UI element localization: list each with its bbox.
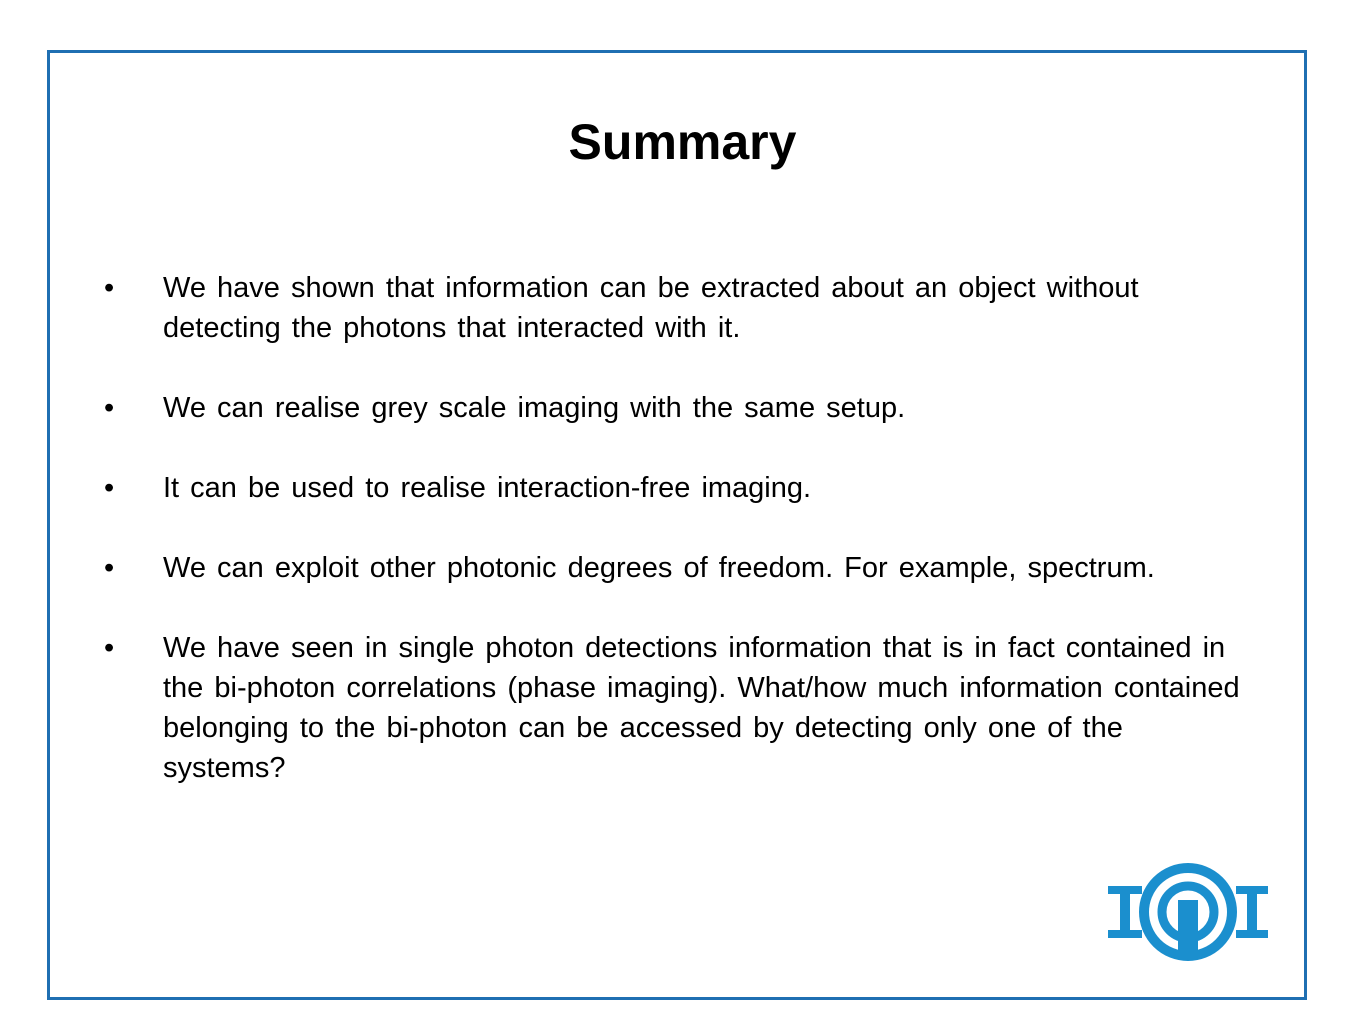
bullet-text: We can realise grey scale imaging with the same setup. (163, 392, 906, 424)
bullet-list (104, 268, 1244, 828)
slide-title: Summary (568, 114, 797, 170)
bullet-text: We have shown that information can be extracted about an object without detecting the photons that interacted with it. (163, 272, 1139, 344)
bullet-marker: • (104, 552, 115, 584)
logo-left-i (1108, 886, 1142, 938)
bullet-text: It can be used to realise interaction-free imaging. (163, 472, 812, 504)
bullet-marker: • (104, 392, 115, 424)
bullet-item (104, 468, 1244, 508)
bullet-text: We have seen in single photon detections information that is in fact contained in the bi-photon correlations (phase imaging). What/how much information contained belonging to the bi-photon can be accessed by detecting only one of the systems? (163, 632, 1240, 784)
logo-q (1144, 868, 1232, 958)
bullet-marker: • (104, 632, 115, 664)
bullet-marker: • (104, 472, 115, 504)
logo-right-i (1236, 886, 1268, 938)
bullet-item (104, 548, 1244, 588)
bullet-text: We can exploit other photonic degrees of freedom. For example, spectrum. (163, 552, 1155, 584)
bullet-item (104, 628, 1244, 788)
bullet-item (104, 268, 1244, 348)
iqi-logo (1104, 858, 1272, 968)
bullet-marker: • (104, 272, 115, 304)
bullet-item (104, 388, 1244, 428)
